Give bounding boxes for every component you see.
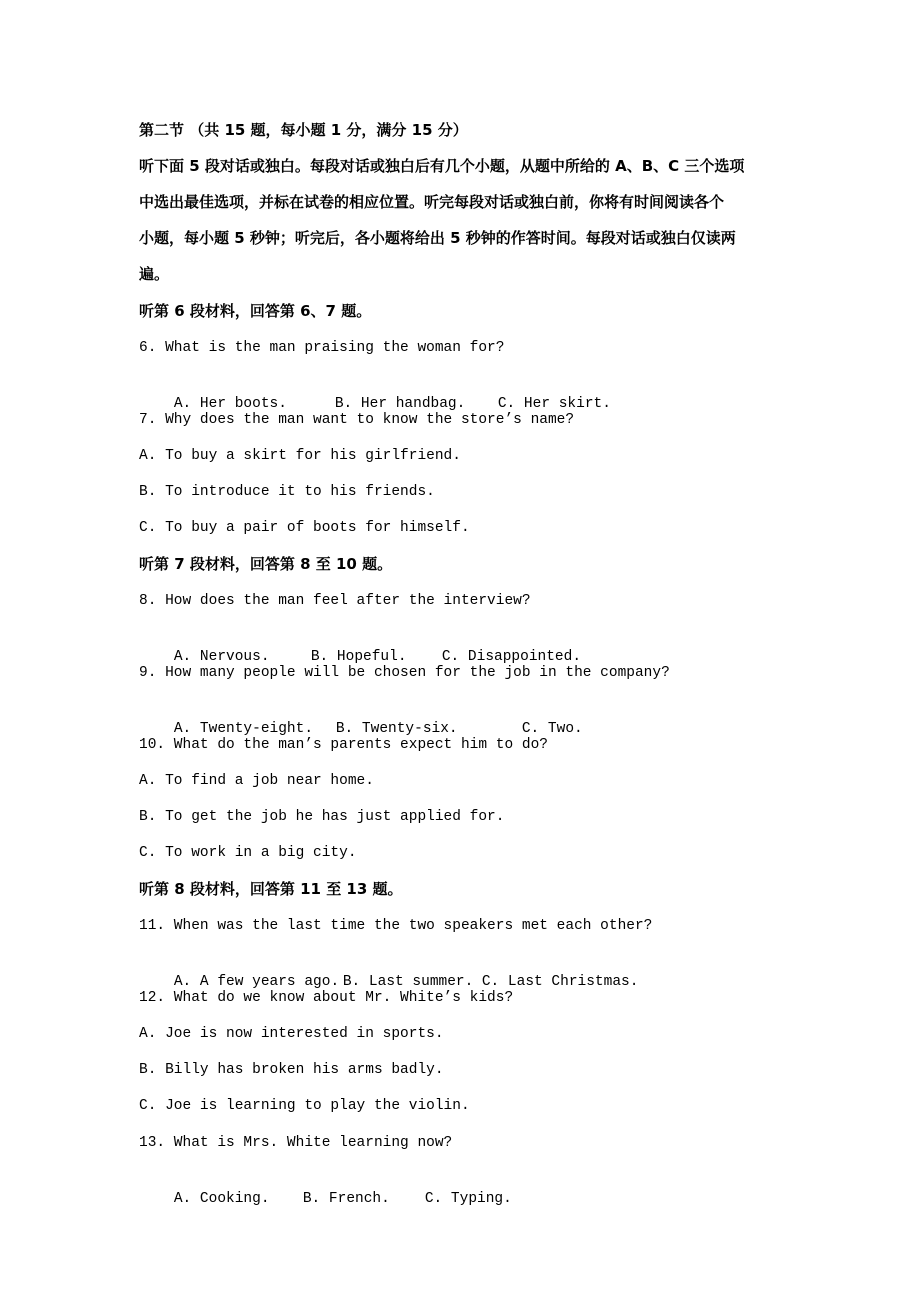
instructions-line-4: 遍。: [139, 265, 170, 283]
question-6-option-b: B. Her handbag.: [334, 396, 466, 412]
question-13-option-a: A. Cooking.: [173, 1191, 270, 1207]
question-13-stem: 13. What is Mrs. White learning now?: [139, 1135, 453, 1151]
question-12-option-c: C. Joe is learning to play the violin.: [139, 1098, 470, 1114]
part-heading-7: 听第 7 段材料，回答第 8 至 10 题。: [139, 555, 393, 573]
question-9-option-c: C. Two.: [521, 721, 583, 737]
question-7-option-c: C. To buy a pair of boots for himself.: [139, 520, 470, 536]
question-7-stem: 7. Why does the man want to know the store’s name?: [139, 412, 575, 428]
question-11-stem: 11. When was the last time the two speakers met each other?: [139, 918, 653, 934]
question-9-option-b: B. Twenty-six.: [335, 721, 458, 737]
question-7-option-b: B. To introduce it to his friends.: [139, 484, 435, 500]
question-10-option-b: B. To get the job he has just applied for.: [139, 809, 505, 825]
question-8-option-b: B. Hopeful.: [310, 649, 407, 665]
question-6-stem: 6. What is the man praising the woman for?: [139, 340, 505, 356]
question-6-option-c: C. Her skirt.: [497, 396, 611, 412]
question-11-option-c: C. Last Christmas.: [481, 974, 639, 990]
part-heading-6: 听第 6 段材料，回答第 6、7 题。: [139, 302, 372, 320]
part-heading-8: 听第 8 段材料，回答第 11 至 13 题。: [139, 880, 403, 898]
question-8-option-a: A. Nervous.: [173, 649, 270, 665]
section-title: 第二节 （共 15 题，每小题 1 分，满分 15 分）: [139, 121, 468, 139]
question-11-option-b: B. Last summer.: [342, 974, 474, 990]
instructions-line-1: 听下面 5 段对话或独白。每段对话或独白后有几个小题，从题中所给的 A、B、C 三个选项: [139, 157, 745, 175]
question-13-options: [139, 1169, 512, 1229]
question-12-option-b: B. Billy has broken his arms badly.: [139, 1062, 444, 1078]
question-13-option-b: B. French.: [302, 1191, 390, 1207]
question-8-option-c: C. Disappointed.: [441, 649, 582, 665]
question-10-option-a: A. To find a job near home.: [139, 773, 374, 789]
question-10-stem: 10. What do the man’s parents expect him to do?: [139, 737, 548, 753]
question-6-option-a: A. Her boots.: [173, 396, 287, 412]
question-12-stem: 12. What do we know about Mr. White’s kids?: [139, 990, 514, 1006]
question-7-option-a: A. To buy a skirt for his girlfriend.: [139, 448, 461, 464]
question-9-option-a: A. Twenty-eight.: [173, 721, 314, 737]
question-11-option-a: A. A few years ago.: [173, 974, 340, 990]
question-9-stem: 9. How many people will be chosen for the job in the company?: [139, 665, 670, 681]
instructions-line-3: 小题，每小题 5 秒钟；听完后，各小题将给出 5 秒钟的作答时间。每段对话或独白仅读两: [139, 229, 736, 247]
question-12-option-a: A. Joe is now interested in sports.: [139, 1026, 444, 1042]
question-10-option-c: C. To work in a big city.: [139, 845, 357, 861]
question-8-stem: 8. How does the man feel after the interview?: [139, 593, 531, 609]
instructions-line-2: 中选出最佳选项，并标在试卷的相应位置。听完每段对话或独白前，你将有时间阅读各个: [139, 193, 725, 211]
question-13-option-c: C. Typing.: [424, 1191, 512, 1207]
